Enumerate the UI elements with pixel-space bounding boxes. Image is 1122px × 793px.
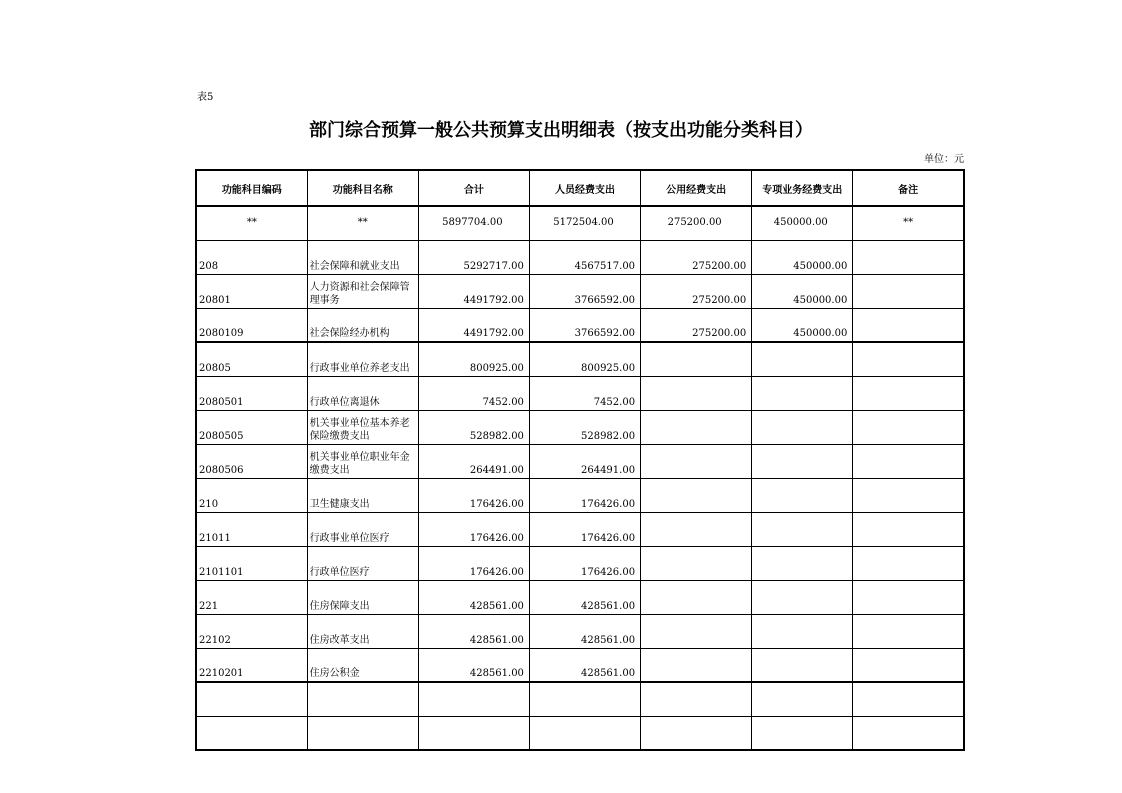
header-special: 专项业务经费支出 bbox=[752, 170, 853, 206]
cell-note bbox=[853, 342, 964, 376]
cell-personnel: 264491.00 bbox=[529, 444, 640, 478]
cell-note bbox=[853, 410, 964, 444]
cell-note bbox=[853, 512, 964, 546]
cell-sum: 176426.00 bbox=[418, 512, 529, 546]
cell-sum: 528982.00 bbox=[418, 410, 529, 444]
cell-public bbox=[641, 648, 752, 682]
cell-sum: 176426.00 bbox=[418, 546, 529, 580]
cell-personnel: 176426.00 bbox=[529, 478, 640, 512]
table-number: 表5 bbox=[197, 92, 214, 103]
cell-public: 275200.00 bbox=[641, 240, 752, 274]
cell-special: 450000.00 bbox=[752, 274, 853, 308]
cell-code: 2080505 bbox=[196, 410, 307, 444]
cell-code: 20805 bbox=[196, 342, 307, 376]
cell-sum: 5292717.00 bbox=[418, 240, 529, 274]
cell-personnel bbox=[529, 716, 640, 750]
cell-personnel: 428561.00 bbox=[529, 580, 640, 614]
cell-sum: 428561.00 bbox=[418, 614, 529, 648]
total-special: 450000.00 bbox=[752, 206, 853, 240]
cell-sum: 176426.00 bbox=[418, 478, 529, 512]
cell-personnel: 176426.00 bbox=[529, 512, 640, 546]
header-sum: 合计 bbox=[418, 170, 529, 206]
cell-public bbox=[641, 342, 752, 376]
cell-public bbox=[641, 546, 752, 580]
table-row bbox=[196, 274, 964, 308]
total-row bbox=[196, 206, 964, 240]
cell-name: 行政单位离退休 bbox=[307, 376, 418, 410]
cell-public: 275200.00 bbox=[641, 308, 752, 342]
table-row bbox=[196, 682, 964, 716]
cell-note bbox=[853, 376, 964, 410]
header-public: 公用经费支出 bbox=[641, 170, 752, 206]
cell-note bbox=[853, 716, 964, 750]
cell-code bbox=[196, 682, 307, 716]
table-row bbox=[196, 580, 964, 614]
cell-public bbox=[641, 512, 752, 546]
table-row bbox=[196, 410, 964, 444]
unit-label: 单位：元 bbox=[924, 154, 964, 165]
cell-name: 住房改革支出 bbox=[307, 614, 418, 648]
cell-sum bbox=[418, 682, 529, 716]
cell-personnel: 3766592.00 bbox=[529, 274, 640, 308]
cell-code: 2080109 bbox=[196, 308, 307, 342]
cell-special bbox=[752, 376, 853, 410]
cell-name: 机关事业单位职业年金缴费支出 bbox=[307, 444, 418, 478]
header-personnel: 人员经费支出 bbox=[529, 170, 640, 206]
total-personnel: 5172504.00 bbox=[529, 206, 640, 240]
cell-name bbox=[307, 682, 418, 716]
cell-name: 社会保障和就业支出 bbox=[307, 240, 418, 274]
cell-code: 210 bbox=[196, 478, 307, 512]
cell-sum: 4491792.00 bbox=[418, 308, 529, 342]
cell-public bbox=[641, 478, 752, 512]
budget-table bbox=[195, 169, 965, 751]
cell-name: 卫生健康支出 bbox=[307, 478, 418, 512]
total-code: ** bbox=[196, 206, 307, 240]
cell-public bbox=[641, 376, 752, 410]
cell-personnel: 428561.00 bbox=[529, 614, 640, 648]
cell-special bbox=[752, 648, 853, 682]
table-row bbox=[196, 716, 964, 750]
cell-code: 221 bbox=[196, 580, 307, 614]
cell-note bbox=[853, 478, 964, 512]
table-row bbox=[196, 648, 964, 682]
cell-name bbox=[307, 716, 418, 750]
table-row bbox=[196, 308, 964, 342]
cell-code: 2080506 bbox=[196, 444, 307, 478]
cell-special bbox=[752, 682, 853, 716]
cell-special bbox=[752, 512, 853, 546]
cell-special bbox=[752, 342, 853, 376]
cell-personnel: 3766592.00 bbox=[529, 308, 640, 342]
cell-code: 208 bbox=[196, 240, 307, 274]
header-name: 功能科目名称 bbox=[307, 170, 418, 206]
cell-name: 人力资源和社会保障管理事务 bbox=[307, 274, 418, 308]
page-title: 部门综合预算一般公共预算支出明细表（按支出功能分类科目） bbox=[309, 120, 813, 141]
cell-public bbox=[641, 614, 752, 648]
cell-note bbox=[853, 546, 964, 580]
cell-note bbox=[853, 274, 964, 308]
cell-name: 社会保险经办机构 bbox=[307, 308, 418, 342]
cell-name: 行政事业单位医疗 bbox=[307, 512, 418, 546]
cell-special bbox=[752, 614, 853, 648]
cell-name: 机关事业单位基本养老保险缴费支出 bbox=[307, 410, 418, 444]
cell-note bbox=[853, 682, 964, 716]
cell-code: 20801 bbox=[196, 274, 307, 308]
cell-public: 275200.00 bbox=[641, 274, 752, 308]
cell-public bbox=[641, 444, 752, 478]
table-row bbox=[196, 376, 964, 410]
cell-sum: 264491.00 bbox=[418, 444, 529, 478]
table-row bbox=[196, 240, 964, 274]
total-public: 275200.00 bbox=[641, 206, 752, 240]
cell-public bbox=[641, 410, 752, 444]
cell-note bbox=[853, 308, 964, 342]
cell-special bbox=[752, 444, 853, 478]
table-row bbox=[196, 342, 964, 376]
table-row bbox=[196, 512, 964, 546]
cell-sum: 4491792.00 bbox=[418, 274, 529, 308]
table-row bbox=[196, 614, 964, 648]
cell-note bbox=[853, 580, 964, 614]
cell-note bbox=[853, 444, 964, 478]
total-note: ** bbox=[853, 206, 964, 240]
cell-public bbox=[641, 580, 752, 614]
cell-special bbox=[752, 716, 853, 750]
cell-note bbox=[853, 614, 964, 648]
cell-special bbox=[752, 478, 853, 512]
cell-name: 行政单位医疗 bbox=[307, 546, 418, 580]
table-row bbox=[196, 478, 964, 512]
cell-special bbox=[752, 410, 853, 444]
table-row bbox=[196, 444, 964, 478]
cell-sum: 428561.00 bbox=[418, 648, 529, 682]
cell-name: 行政事业单位养老支出 bbox=[307, 342, 418, 376]
cell-special bbox=[752, 580, 853, 614]
cell-personnel: 176426.00 bbox=[529, 546, 640, 580]
cell-special bbox=[752, 546, 853, 580]
cell-note bbox=[853, 648, 964, 682]
header-note: 备注 bbox=[853, 170, 964, 206]
cell-sum bbox=[418, 716, 529, 750]
cell-personnel: 800925.00 bbox=[529, 342, 640, 376]
cell-name: 住房保障支出 bbox=[307, 580, 418, 614]
table-row bbox=[196, 546, 964, 580]
cell-personnel bbox=[529, 682, 640, 716]
cell-sum: 800925.00 bbox=[418, 342, 529, 376]
cell-code: 21011 bbox=[196, 512, 307, 546]
cell-note bbox=[853, 240, 964, 274]
cell-public bbox=[641, 682, 752, 716]
cell-code bbox=[196, 716, 307, 750]
cell-name: 住房公积金 bbox=[307, 648, 418, 682]
cell-special: 450000.00 bbox=[752, 308, 853, 342]
header-code: 功能科目编码 bbox=[196, 170, 307, 206]
cell-sum: 7452.00 bbox=[418, 376, 529, 410]
cell-special: 450000.00 bbox=[752, 240, 853, 274]
cell-personnel: 528982.00 bbox=[529, 410, 640, 444]
cell-code: 2101101 bbox=[196, 546, 307, 580]
cell-code: 2210201 bbox=[196, 648, 307, 682]
header-row bbox=[196, 170, 964, 206]
cell-code: 2080501 bbox=[196, 376, 307, 410]
cell-code: 22102 bbox=[196, 614, 307, 648]
total-name: ** bbox=[307, 206, 418, 240]
cell-personnel: 7452.00 bbox=[529, 376, 640, 410]
total-sum: 5897704.00 bbox=[418, 206, 529, 240]
cell-personnel: 4567517.00 bbox=[529, 240, 640, 274]
cell-public bbox=[641, 716, 752, 750]
cell-personnel: 428561.00 bbox=[529, 648, 640, 682]
cell-sum: 428561.00 bbox=[418, 580, 529, 614]
